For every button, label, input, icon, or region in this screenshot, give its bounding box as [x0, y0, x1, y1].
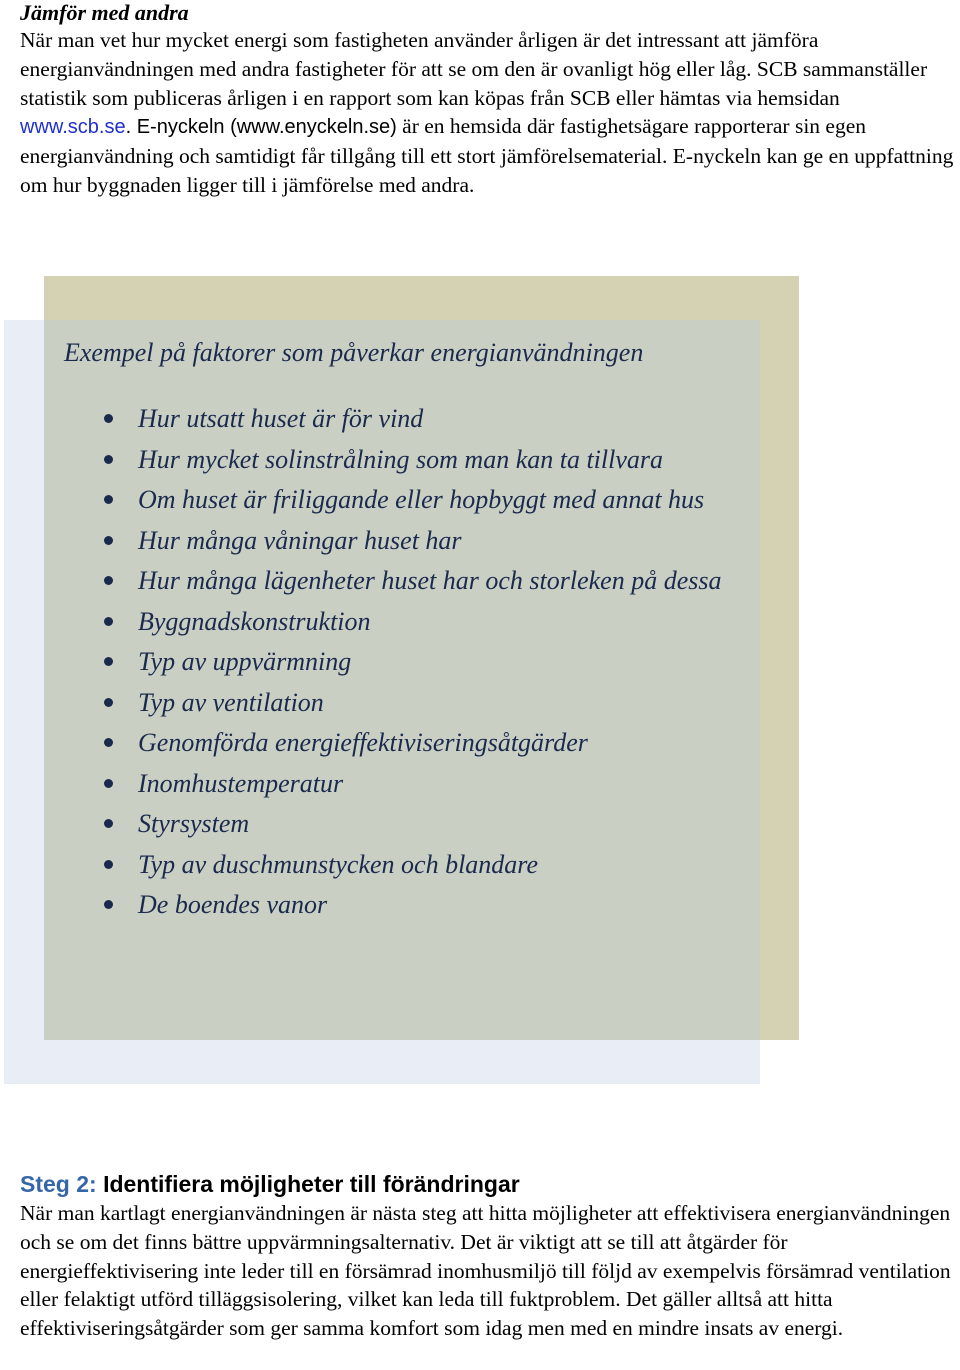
factor-list-item — [64, 399, 764, 439]
factor-text: Inomhustemperatur — [138, 768, 344, 798]
factor-list-item — [64, 845, 764, 885]
bullet-icon — [104, 779, 113, 788]
bullet-icon — [104, 698, 113, 707]
bullet-icon — [104, 495, 113, 504]
factor-list-item — [64, 521, 764, 561]
bullet-icon — [104, 900, 113, 909]
step2-heading — [20, 1170, 520, 1198]
bullet-icon — [104, 738, 113, 747]
factor-text: Hur mycket solinstrålning som man kan ta tillvara — [138, 444, 664, 474]
factor-list-item — [64, 764, 764, 804]
bullet-icon — [104, 576, 113, 585]
bullet-icon — [104, 455, 113, 464]
intro-text-c: är en hemsida där fastighetsägare rapporterar sin egen energianvändning och samtidigt får tillgång till ett stort jämförelsematerial. E-nyckeln kan ge en uppfattning om hur byggnaden ligger till i jämförelse med andra. — [20, 114, 954, 197]
step2-paragraph: När man kartlagt energianvändningen är nästa steg att hitta möjligheter att effektivisera energianvändningen och se om det finns bättre uppvärmningsalternativ. Det är viktigt att se till att åtgärder för energieffektivisering inte leder till en försämrad inomhusmiljö till följd av exempelvis försämrad ventilation eller felaktigt utförd tilläggsisolering, vilket kan leda till fuktproblem. Det gäller alltså att hitta effektiviseringsåtgärder som ger samma komfort som idag men med en mindre insats av energi. — [20, 1201, 951, 1341]
factor-text: Genomförda energieffektiviseringsåtgärder — [138, 728, 588, 757]
factor-list-item — [64, 480, 764, 520]
step2-title: Identifiera möjligheter till förändringar — [103, 1171, 520, 1197]
bullet-icon — [104, 860, 113, 869]
intro-text-b: . E-nyckeln (www.enyckeln.se) — [125, 116, 397, 139]
bullet-icon — [104, 657, 113, 666]
bullet-icon — [104, 617, 113, 626]
factor-list-item — [64, 642, 764, 682]
factor-text: Hur många lägenheter huset har och storleken på dessa — [138, 566, 722, 595]
factors-box — [64, 335, 764, 926]
factor-list-item — [64, 804, 764, 844]
section-title: Jämför med andra — [20, 0, 189, 25]
scb-link[interactable]: www.scb.se — [20, 116, 126, 139]
factors-list — [64, 399, 764, 925]
factor-text: Typ av uppvärmning — [138, 647, 352, 676]
factor-text: Om huset är friliggande eller hopbyggt med annat hus — [138, 485, 705, 514]
factor-text: Styrsystem — [138, 809, 250, 838]
factor-list-item — [64, 723, 764, 763]
step2-prefix: Steg 2: — [20, 1171, 97, 1197]
bullet-icon — [104, 414, 113, 423]
factor-text: Typ av ventilation — [138, 687, 324, 717]
factor-text: Hur många våningar huset har — [138, 525, 462, 555]
bullet-icon — [104, 819, 113, 828]
factor-list-item — [64, 885, 764, 925]
factor-list-item — [64, 440, 764, 480]
factor-text: Byggnadskonstruktion — [138, 606, 371, 636]
bullet-icon — [104, 536, 113, 545]
intro-text-a: När man vet hur mycket energi som fastigheten använder årligen är det intressant att jämföra energianvändningen med andra fastigheter för att se om den är ovanligt hög eller låg. SCB sammanställer statistik som publiceras årligen i en rapport som kan köpas från SCB eller hämtas via hemsidan — [20, 28, 928, 110]
factor-text: Typ av duschmunstycken och blandare — [138, 849, 539, 879]
factors-box-title: Exempel på faktorer som påverkar energianvändningen — [64, 338, 644, 367]
factor-text: De boendes vanor — [138, 890, 328, 919]
intro-paragraph — [20, 26, 956, 200]
factor-text: Hur utsatt huset är för vind — [138, 404, 424, 433]
factor-list-item — [64, 683, 764, 723]
factor-list-item — [64, 561, 764, 601]
factor-list-item — [64, 602, 764, 642]
